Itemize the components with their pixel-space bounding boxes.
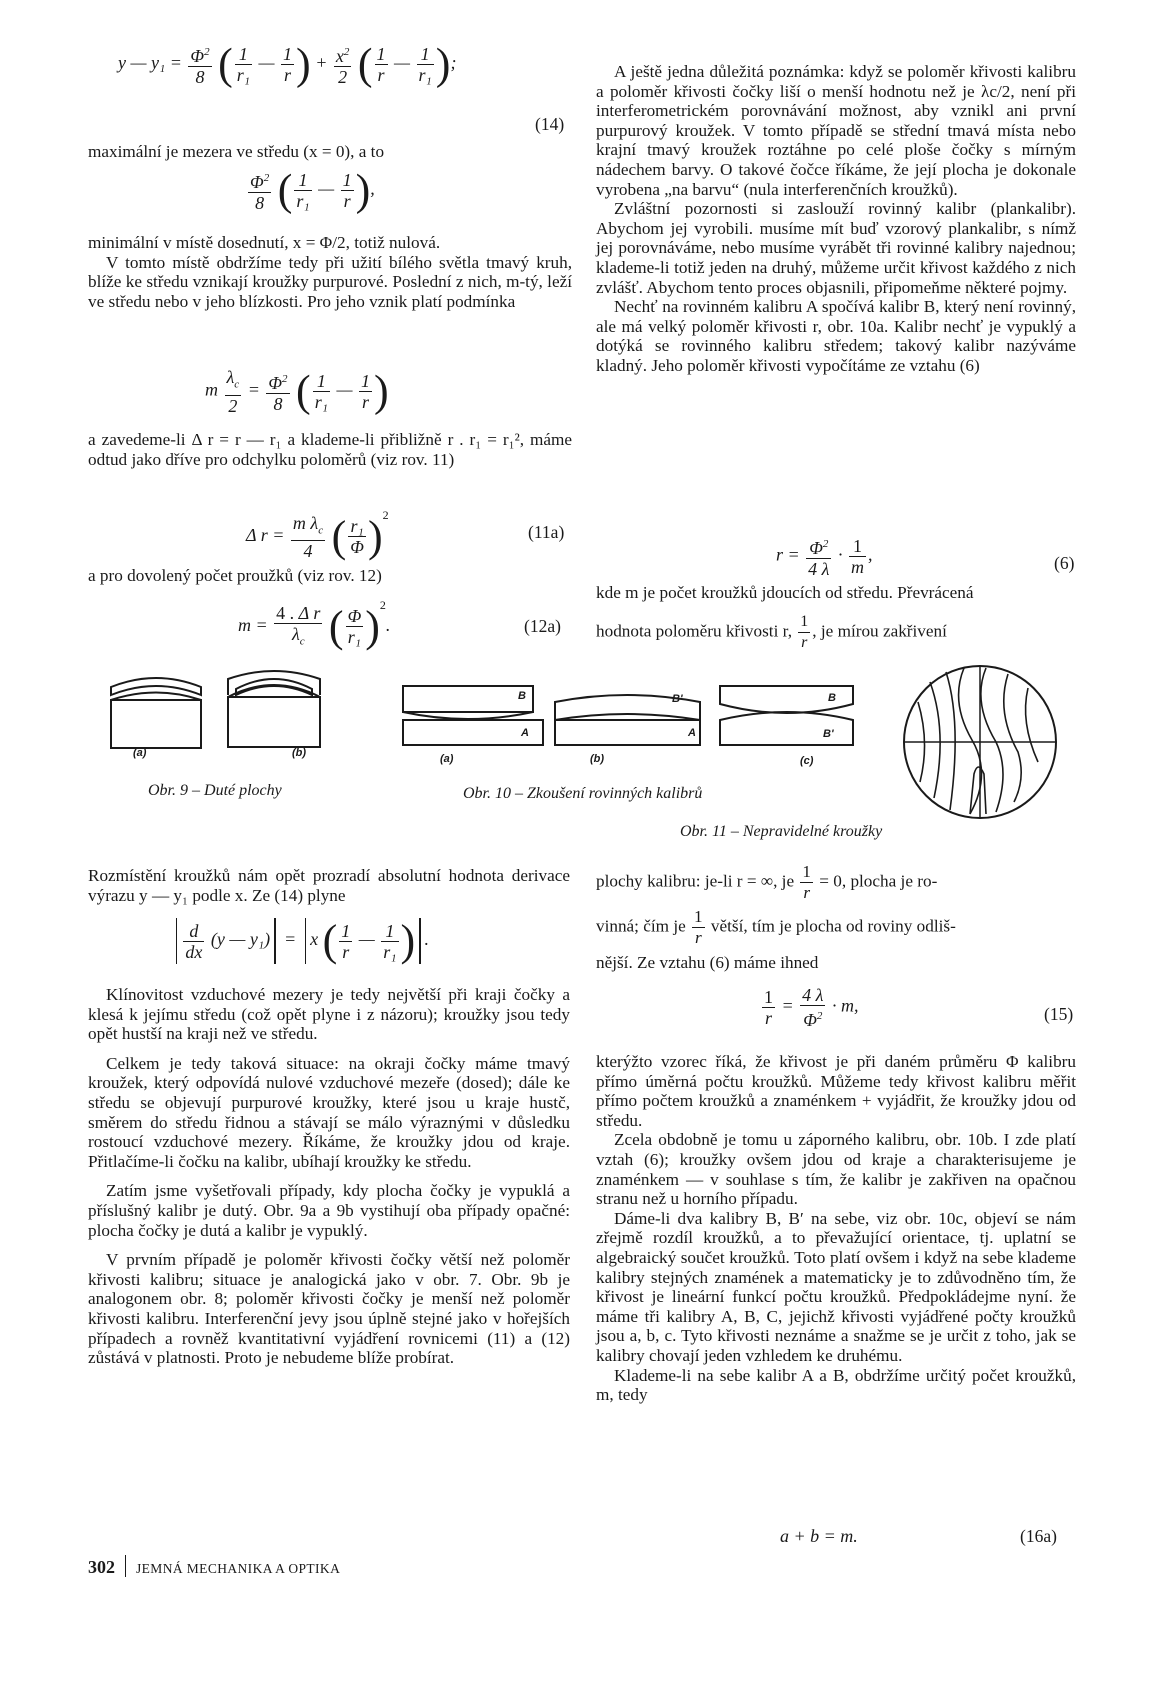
paragraph-klademe-li: Klademe-li na sebe kalibr A a B, obdržíme určitý počet kroužků, m, tedy — [596, 1365, 1076, 1405]
paragraph-max: maximální je mezera ve středu (x = 0), a to — [88, 142, 385, 161]
equation-16a: a + b = m. — [780, 1526, 858, 1546]
equation-14: y — y₁ = $\frac{\Phi^2}{8}$ ( $\frac{1}{\text{r₁}}$ — $\frac{1}{r}$ ) + $\frac{x^2}{2}$ ( $\frac{1}{r}$ — $\frac{1}{\text{r₁}}$ ); — [118, 39, 457, 89]
fig9-label-a: (a) — [133, 747, 147, 759]
paragraph-zatim: Zatím jsme vyšetřovali případy, kdy plocha čočky je vypuklá a příslušný kalibr je dutý. Obr. 9a a 9b vystihují oba případy opačné: plocha čočky je dutá a kalibr je vypuklý. — [88, 1181, 570, 1240]
journal-name: JEMNÁ MECHANIKA A OPTIKA — [136, 1561, 341, 1576]
line-nejsi — [596, 953, 818, 973]
equation-15: $\frac{1}{r}$ = $\frac{4 \lambda}{\Phi^2}$ · m, — [764, 985, 859, 1030]
equation-condition: m $\frac{\lambda_c}{2}$ = $\frac{\Phi^2}{8}$ ( $\frac{1}{\text{r₁}}$ — $\frac{1}{r}$ ) — [205, 366, 389, 416]
text-hodnota: hodnota poloměru křivosti r, — [596, 621, 792, 641]
equation-derivative: $\frac{d}{dx}$ (y — y₁) = x ( $\frac{1}{r}$ — $\frac{1}{\text{r₁}}$ ) . — [172, 918, 429, 964]
paragraph-plankalibr: Zvláštní pozornosti si zaslouží rovinný kalibr (plankalibr). Abychom jej vyrobili. musíme mít buď vzorový plankalibr, s nímž jej porovnáváme, nebo musíme vyrábět tři rovinné kalibry najednou; klademe-li totiž jeden na druhý, můžeme určit křivost každého z nich zvlášť. Abychom tento proces objasnili, připomeňme některé pojmy. — [596, 199, 1076, 297]
paragraph-celkem: Celkem je tedy taková situace: na okraji čočky máme tmavý kroužek, který odpovídá nulové vzduchové mezeře (dosed); dále ke středu se objevují purpurové kroužky, které jsou u kraje hustč, směrem do středu řidnou a stávají se málo výraznými v důsledku rostoucí vzduchové mezery. Říkáme, že kroužky jdou od kraje. Přitlačíme-li čočku na kalibr, ubíhají kroužky ke středu. — [88, 1053, 570, 1171]
line-prevracena: hodnota poloměru křivosti r, $\frac{1}{r}$ , je mírou zakřivení — [596, 613, 947, 651]
fig10-label-Bp-b: B' — [672, 693, 683, 705]
fig9-caption: Obr. 9 – Duté plochy — [148, 782, 282, 799]
text-plochy: plochy kalibru: je-li r = ∞, je — [596, 871, 795, 891]
eq14-number: (14) — [535, 114, 565, 134]
line-plochy: plochy kalibru: je-li r = ∞, je $\frac{1}{r}$ = 0, plocha je ro- — [596, 862, 938, 902]
fig9-label-b: (b) — [292, 747, 307, 759]
eq14-lhs: y — y₁ = — [118, 52, 182, 73]
text-vetsi: větší, tím je plocha od roviny odliš- — [710, 916, 956, 936]
eq15-number: (15) — [1044, 1004, 1074, 1024]
page-number: 302 — [88, 1557, 115, 1577]
paragraph-zavedeme: a zavedeme-li Δ r = r — r₁ a klademe-li přibližně r . r₁ = r₁², máme odtud jako dříve pro odchylku poloměrů (viz rov. 11) — [88, 430, 572, 469]
paragraph-poznamka: A ještě jedna důležitá poznámka: když se poloměr křivosti kalibru a poloměr křivosti čočky liší o menší hodnotu než je λc/2, není při interferometrickém porovnávání možnost, aby vznikl ani první purpurový kroužek. V tomto případě se střední tmavá místa nebo krajní tmavý kroužek roztáhne po celé ploše čočky s mírným nádechem barvy. O takové čočce říkáme, že její plocha je dokonale vyrobena „na barvu“ (nula interferenčních kroužků). — [596, 62, 1076, 199]
fig11-caption: Obr. 11 – Nepravidelné kroužky — [680, 823, 883, 840]
fig10-label-A-b: A — [688, 727, 696, 739]
eq6-number: (6) — [1054, 553, 1075, 573]
fig10-label-B-c: B — [828, 692, 836, 704]
figure-10 — [395, 682, 865, 752]
eq12a-number: (12a) — [524, 616, 561, 636]
equation-12a: m = $\frac{\text{4 . Δ r}}{\lambda_c}$ ( $\frac{\Phi}{\text{r₁}}$ )$^2$. — [238, 598, 391, 651]
equation-max-gap: $\frac{\Phi^2}{8}$ ( $\frac{1}{\text{r₁}}$ — $\frac{1}{r}$ ), — [250, 165, 375, 215]
text-nejsi: nější. Ze vztahu (6) máme ihned — [596, 953, 819, 972]
paragraph-rozmisteni: Rozmístění kroužků nám opět prozradí absolutní hodnota derivace výrazu y — y₁ podle x. Ze (14) plyne — [88, 866, 570, 905]
fig10-label-b: (b) — [590, 753, 605, 765]
text-mirou: , je mírou zakřivení — [812, 621, 947, 641]
paragraph-tomto: V tomto místě obdržíme tedy při užití bílého světla tmavý kruh, blíže ke středu vznikají kroužky purpurové. Poslední z nich, m-tý, leží ve středu nebo v jeho blízkosti. Pro jeho vznik platí podmínka — [88, 252, 572, 311]
paragraph-kteryzto: kterýžto vzorec říká, že křivost je při daném průměru Φ kalibru přímo úměrná počtu kroužků. Můžeme tedy křivost kalibru měřit přímo počtem kroužků a znaménkem + vyjádřit, že kroužky jdou od středu. — [596, 1052, 1076, 1130]
figure-9 — [108, 665, 328, 755]
line-vinna: vinná; čím je $\frac{1}{r}$ větší, tím je plocha od roviny odliš- — [596, 907, 956, 947]
fig10-label-B-a: B — [518, 690, 526, 702]
fig10-label-A-a: A — [521, 727, 529, 739]
paragraph-prvnim: V prvním případě je poloměr křivosti čočky větší než poloměr křivosti kalibru; situace je analogická jako v obr. 7. Obr. 9b je analogonem obr. 8; poloměr křivosti čočky je menší než poloměr křivosti kalibru. Interferenční jevy jsou úplně stejné jako v hořejších případech a rovněž kvantitativní vyjádření rovnicemi (11) a (12) zůstává v platnosti. Proto je nebudeme blíže probírat. — [88, 1250, 570, 1368]
fig10-caption: Obr. 10 – Zkoušení rovinných kalibrů — [463, 785, 703, 802]
figure-11 — [900, 662, 1060, 822]
fig10-label-a: (a) — [440, 753, 454, 765]
equation-11a: Δ r = $\frac{m \lambda_c}{4}$ ( $\frac{\text{r₁}}{\Phi}$ )$^2$ — [246, 508, 389, 562]
paragraph-klinovitost: Klínovitost vzduchové mezery je tedy největší při kraji čočky a klesá k jejímu středu (což opět plyne i z názoru); kroužky jsou tedy opět hustší na kraji než ve středu. — [88, 985, 570, 1044]
paragraph-nechte: Nechť na rovinném kalibru A spočívá kalibr B, který není rovinný, ale má velký poloměr křivosti r, obr. 10a. Kalibr nechť je vypuklý a dotýká se rovinného kalibru středem; takový kalibr nazýváme kladný. Jeho poloměr křivosti vypočítáme ze vztahu (6) — [596, 297, 1076, 375]
eq11a-number: (11a) — [528, 522, 565, 542]
fig10-label-c: (c) — [800, 755, 814, 767]
equation-6: r = $\frac{\Phi^2}{4 \lambda}$ · $\frac{1}{m}$ , — [776, 536, 873, 579]
paragraph-dame-li: Dáme-li dva kalibry B, B′ na sebe, viz obr. 10c, objeví se nám zřejmě rozdíl kroužků, a to převažující orientace, tj. uplatní se algebraický součet kroužků. Toto platí ovšem i když na sebe klademe kalibry stejných znamének a matematicky je to zdůvodněno tím, že křivost je lineární funkcí počtu kroužků. Předpokládejme nyní. že máme tři kalibry A, B, C, jejichž křivosti vyjádřené počty kroužků jsou a, b, c. Tyto křivosti neznáme a snažme se je určit z toho, jak se kalibry chovají jeden vzhledem ke druhému. — [596, 1208, 1076, 1365]
eq16a-number: (16a) — [1020, 1526, 1057, 1546]
page-footer — [88, 1555, 340, 1578]
paragraph-dovoleny: a pro dovolený počet proužků (viz rov. 12) — [88, 566, 382, 585]
text-vinna: vinná; čím je — [596, 916, 686, 936]
text-rovna-nule: = 0, plocha je ro- — [819, 871, 938, 891]
fig10-label-Bp-c: B' — [823, 728, 834, 740]
paragraph-zcela: Zcela obdobně je tomu u záporného kalibru, obr. 10b. I zde platí vztah (6); kroužky ovšem jdou od kraje a charakterisujeme je znaménkem — v souhlase s tím, že kalibr je zakřiven na opačnou stranu než u horního případu. — [596, 1130, 1076, 1209]
paragraph-kde-m: kde m je počet kroužků jdoucích od středu. Převrácená — [596, 583, 974, 602]
paragraph-min: minimální v místě dosednutí, x = Φ/2, totiž nulová. — [88, 233, 441, 252]
